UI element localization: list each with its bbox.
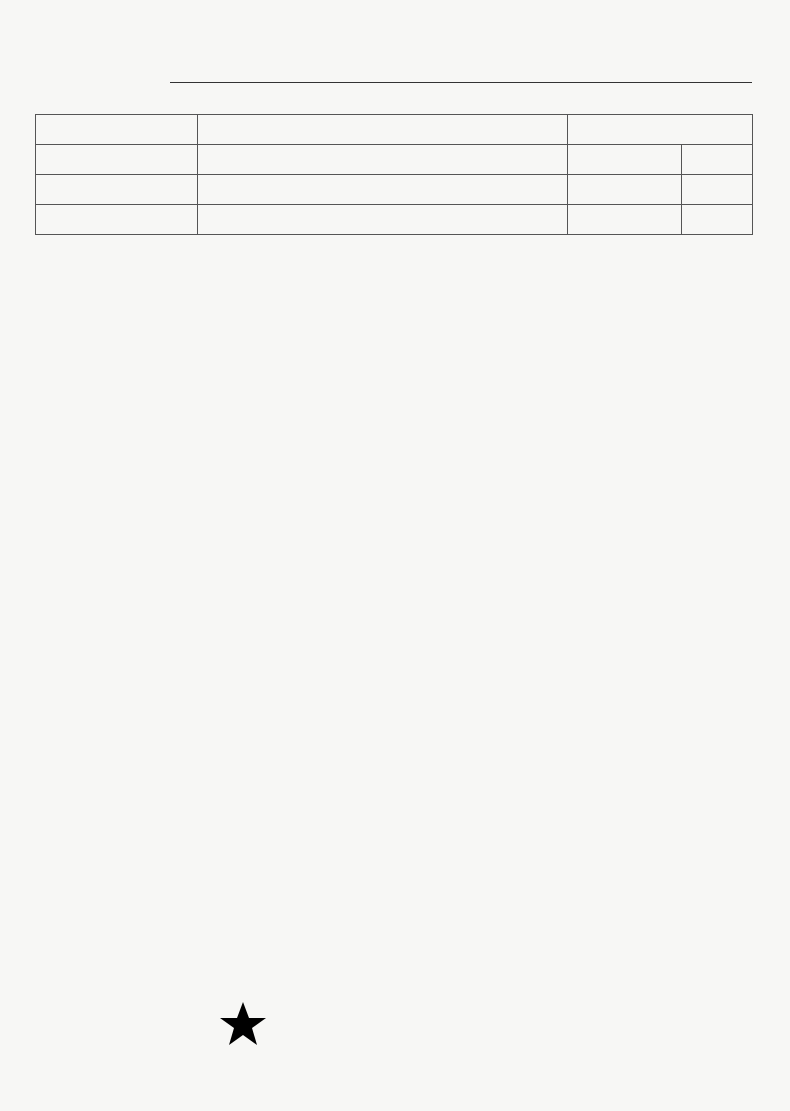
- info-label-2: [568, 145, 682, 175]
- info-value-2: [682, 205, 753, 235]
- info-label-2: [568, 175, 682, 205]
- info-label-2: [568, 205, 682, 235]
- info-label: [36, 205, 198, 235]
- report-table: [35, 114, 753, 235]
- header-rule: [170, 82, 752, 83]
- info-value: [198, 115, 568, 145]
- info-label: [36, 175, 198, 205]
- info-value-2: [682, 145, 753, 175]
- info-label-2: [568, 115, 753, 145]
- info-value-2: [682, 175, 753, 205]
- info-value: [198, 205, 568, 235]
- table-row: [36, 205, 753, 235]
- info-label: [36, 145, 198, 175]
- table-row: [36, 175, 753, 205]
- table-row: [36, 145, 753, 175]
- table-row: [36, 115, 753, 145]
- info-label: [36, 115, 198, 145]
- info-value: [198, 145, 568, 175]
- signature-row: [0, 1008, 790, 1048]
- company-logo: [55, 30, 175, 94]
- info-value: [198, 175, 568, 205]
